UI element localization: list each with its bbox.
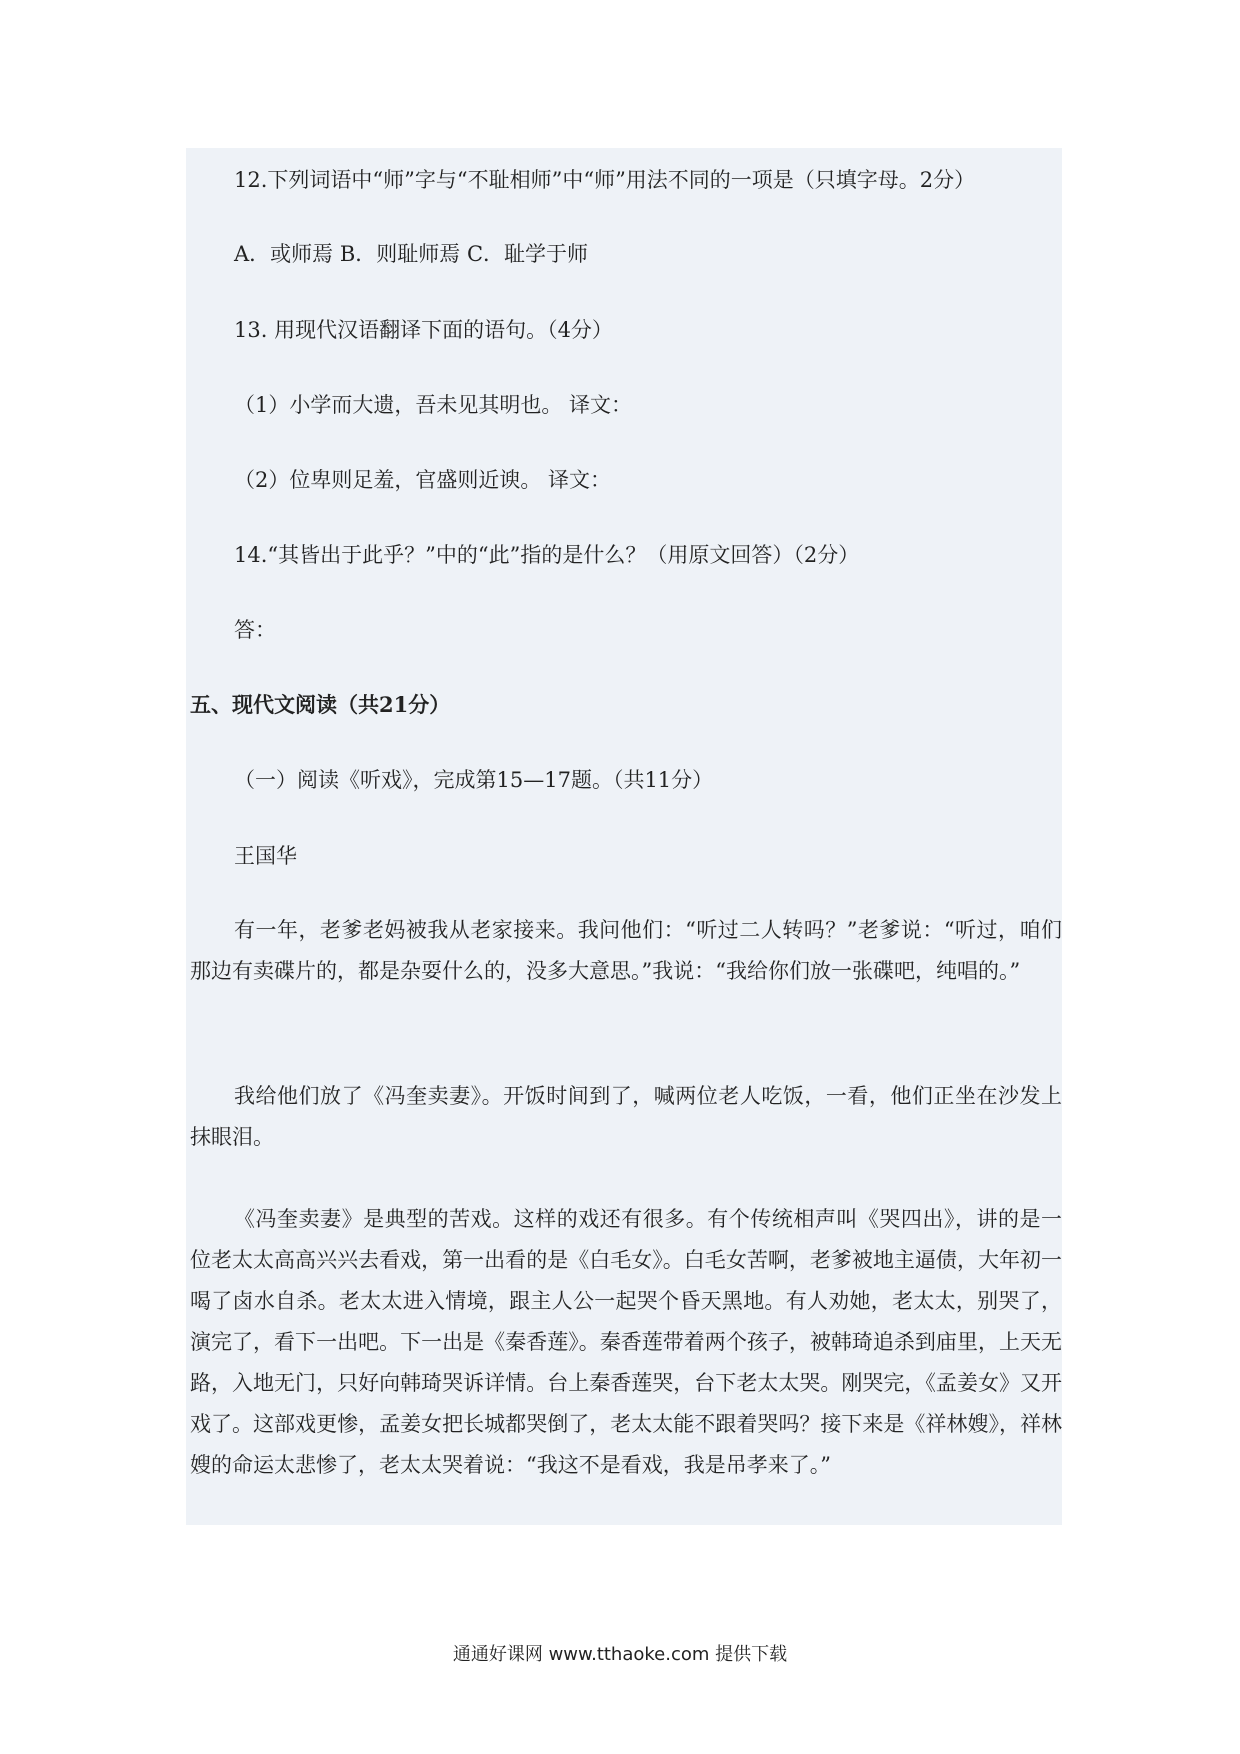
paragraph-2: 我给他们放了《冯奎卖妻》。开饭时间到了，喊两位老人吃饭，一看，他们正坐在沙发上抹眼泪。 (190, 1084, 1062, 1149)
question-13: 13. 用现代汉语翻译下面的语句。（4分） (234, 318, 613, 342)
question-14-answer: 答： (234, 618, 276, 642)
question-14: 14.“其皆出于此乎？”中的“此”指的是什么？（用原文回答）（2分） (234, 543, 860, 567)
question-12-options: A．或师焉 B．则耻师焉 C．耻学于师 (234, 242, 589, 266)
question-12: 12.下列词语中“师”字与“不耻相师”中“师”用法不同的一项是（只填字母。2分） (234, 168, 976, 192)
paragraph-3: 《冯奎卖妻》是典型的苦戏。这样的戏还有很多。有个传统相声叫《哭四出》，讲的是一位老太太高高兴兴去看戏，第一出看的是《白毛女》。白毛女苦啊，老爹被地主逼债，大年初一喝了卤水自杀。老太太进入情境，跟主人公一起哭个昏天黑地。有人劝她，老太太，别哭了，演完了，看下一出吧。下一出是《秦香莲》。秦香莲带着两个孩子，被韩琦追杀到庙里，上天无路，入地无门，只好向韩琦哭诉详情。台上秦香莲哭，台下老太太哭。刚哭完，《孟姜女》又开戏了。这部戏更惨，孟姜女把长城都哭倒了，老太太能不跟着哭吗？接下来是《祥林嫂》，祥林嫂的命运太悲惨了，老太太哭着说：“我这不是看戏，我是吊孝来了。” (190, 1207, 1062, 1477)
question-13-part-2: （2）位卑则足羞，官盛则近谀。 译文： (234, 468, 612, 492)
question-13-part-1: （1）小学而大遗，吾未见其明也。 译文： (234, 393, 633, 417)
author-name: 王国华 (234, 844, 297, 868)
reading-sub-heading: （一）阅读《听戏》，完成第15—17题。（共11分） (234, 768, 714, 792)
footer-credit: 通通好课网 www.tthaoke.com 提供下载 (452, 1644, 788, 1665)
section-heading: 五、现代文阅读（共21分） (190, 692, 451, 717)
paragraph-1: 有一年，老爹老妈被我从老家接来。我问他们：“听过二人转吗？”老爹说：“听过，咱们那边有卖碟片的，都是杂耍什么的，没多大意思。”我说：“我给你们放一张碟吧，纯唱的。” (190, 918, 1062, 983)
